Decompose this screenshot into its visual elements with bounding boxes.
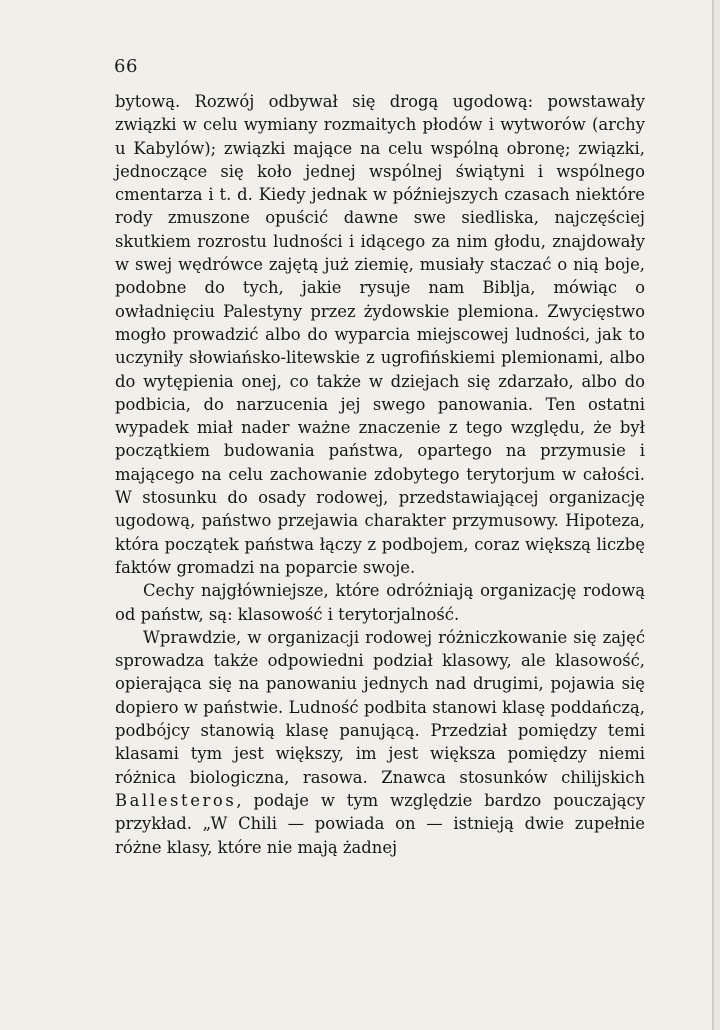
paragraph-1: bytową. Rozwój odbywał się drogą ugodową: powstawały związki w celu wymiany rozmaitych płodów i wytworów (archy u Kabylów); związki mające na celu wspólną obronę; związki, jednoczące się koło jednej wspólnej świątyni i wspólnego cmentarza i t. d. Kiedy jednak w późniejszych czasach niektóre rody zmuszone opuścić dawne swe siedliska, najczęściej skutkiem rozrostu ludności i idącego za nim głodu, znajdowały w swej wędrówce zajętą już ziemię, musiały staczać o nią boje, podobne do tych, jakie rysuje nam Biblja, mówiąc o owładnięciu Palestyny przez żydowskie plemiona. Zwycięstwo mogło prowadzić albo do wyparcia miejscowej ludności, jak to uczyniły słowiańsko-litewskie z ugrofińskiemi plemionami, albo do wytępienia onej, co także w dziejach się zdarzało, albo do podbicia, do narzucenia jej swego panowania. Ten ostatni wypadek miał nader ważne znaczenie z tego względu, że był początkiem budowania państwa, opartego na przymusie i mającego na celu zachowanie zdobytego terytorjum w całości. W stosunku do osady rodowej, przedstawiającej organizację ugodową, państwo przejawia charakter przymusowy. Hipoteza, która początek państwa łączy z podbojem, coraz większą liczbę faktów gromadzi na poparcie swoje. bbox=[115, 92, 645, 577]
author-name-ballesteros: Ballesteros bbox=[115, 790, 237, 810]
body-text bbox=[115, 90, 645, 859]
paragraph-2: Cechy najgłówniejsze, które odróżniają organizację rodową od państw, są: klasowość i terytorjalność. bbox=[115, 581, 645, 624]
page-number: 66 bbox=[114, 56, 138, 77]
paragraph-3 bbox=[115, 626, 645, 859]
paragraph-3-text-after: , podaje w tym względzie bardzo pouczający przykład. „W Chili — powiada on — istnieją dwie zupełnie różne klasy, które nie mają żadnej bbox=[115, 790, 645, 857]
paragraph-3-text-before: Wprawdzie, w organizacji rodowej różniczkowanie się zajęć sprowadza także odpowiedni podział klasowy, ale klasowość, opierająca się na panowaniu jednych nad drugimi, pojawia się dopiero w państwie. Ludność podbita stanowi klasę poddańczą, podbójcy stanowią klasę panującą. Przedział pomiędzy temi klasami tym jest większy, im jest większa pomiędzy niemi różnica biologiczna, rasowa. Znawca stosunków chilijskich bbox=[115, 627, 645, 787]
